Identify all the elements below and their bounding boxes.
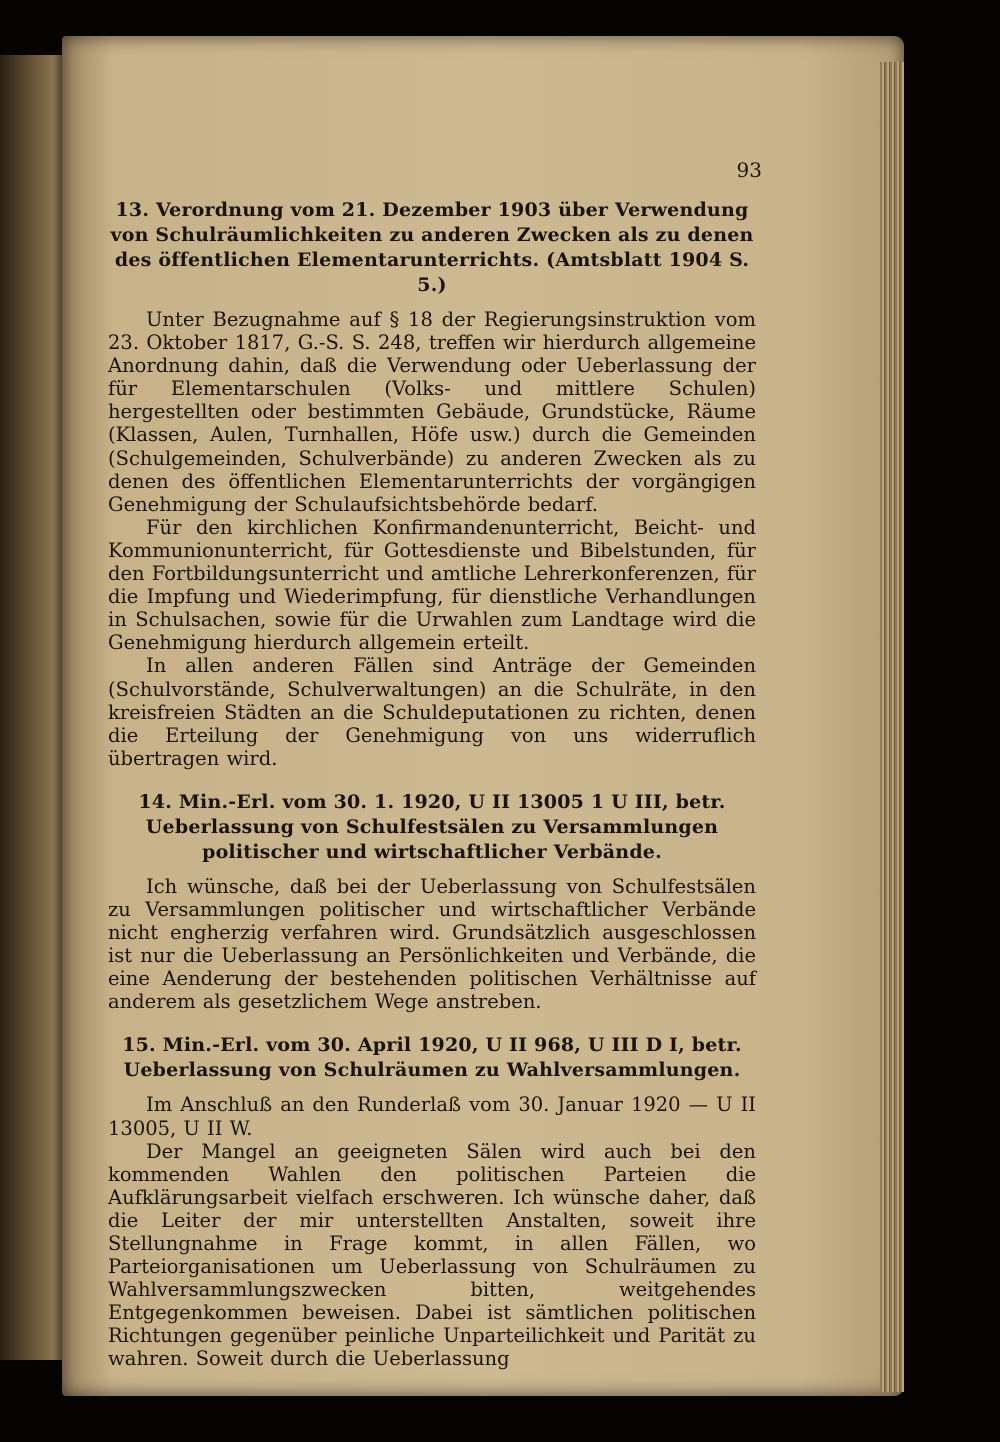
page-content: [108, 150, 756, 1391]
paragraph: Der Mangel an geeigneten Sälen wird auch bei den kommenden Wahlen den politischen Parteien die Aufklärungsarbeit vielfach erschweren. Ich wünsche daher, daß die Leiter der mir unterstellten Anstalten, soweit ihre Stellungnahme in Frage kommt, in allen Fällen, wo Parteiorganisationen um Ueberlassung von Schulräumen zu Wahlversammlungszwecken bitten, weitgehendes Entgegenkommen beweisen. Dabei ist sämtlichen politischen Richtungen gegenüber peinliche Unparteilichkeit und Parität zu wahren. Soweit durch die Ueberlassung: [108, 1139, 756, 1371]
section-14: [108, 790, 756, 1014]
page-number: 93: [736, 158, 762, 182]
paragraph: Unter Bezugnahme auf § 18 der Regierungsinstruktion vom 23. Oktober 1817, G.-S. S. 248, treffen wir hierdurch allgemeine Anordnung dahin, daß die Verwendung oder Ueberlassung der für Elementarschulen (Volks- und mittlere Schulen) hergestellten oder bestimmten Gebäude, Grundstücke, Räume (Klassen, Aulen, Turnhallen, Höfe usw.) durch die Gemeinden (Schulgemeinden, Schulverbände) zu anderen Zwecken als zu denen des öffentlichen Elementarunterrichts der vorgängigen Genehmigung der Schulaufsichtsbehörde bedarf.: [108, 308, 756, 516]
left-page-edge: [0, 55, 66, 1360]
section-heading: 13. Verordnung vom 21. Dezember 1903 über Verwendung von Schulräumlichkeiten zu anderen Zwecken als zu denen des öffentlichen Elementarunterrichts. (Amtsblatt 1904 S. 5.): [110, 199, 754, 296]
section-15: [108, 1033, 756, 1370]
section-13: [108, 198, 756, 770]
paragraph: Im Anschluß an den Runderlaß vom 30. Januar 1920 — U II 13005, U II W.: [108, 1093, 756, 1140]
paragraph: Für den kirchlichen Konfirmandenunterricht, Beicht- und Kommunionunterricht, für Gottesdienste und Bibelstunden, für den Fortbildungsunterricht und amtliche Lehrerkonferenzen, für die Impfung und Wiederimpfung, für dienstliche Verhandlungen in Schulsachen, sowie für die Urwahlen zum Landtage wird die Genehmigung hierdurch allgemein erteilt.: [108, 515, 756, 655]
paragraph: In allen anderen Fällen sind Anträge der Gemeinden (Schulvorstände, Schulverwaltungen) an die Schulräte, in den kreisfreien Städten an die Schuldeputationen zu richten, denen die Erteilung der Genehmigung von uns widerruflich übertragen wird.: [108, 654, 756, 770]
section-heading: 14. Min.-Erl. vom 30. 1. 1920, U II 13005 1 U III, betr. Ueberlassung von Schulfestsälen zu Versammlungen politischer und wirtschaftlicher Verbände.: [138, 790, 726, 863]
section-heading: 15. Min.-Erl. vom 30. April 1920, U II 968, U III D I, betr. Ueberlassung von Schulräumen zu Wahlversammlungen.: [122, 1034, 742, 1082]
page-stack-edges: [880, 62, 904, 1392]
paragraph: Ich wünsche, daß bei der Ueberlassung von Schulfestsälen zu Versammlungen politischer und wirtschaftlicher Verbände nicht engherzig verfahren wird. Grundsätzlich ausgeschlossen ist nur die Ueberlassung an Persönlichkeiten und Verbände, die eine Aenderung der bestehenden politischen Verhältnisse auf anderem als gesetzlichem Wege anstreben.: [108, 874, 756, 1014]
